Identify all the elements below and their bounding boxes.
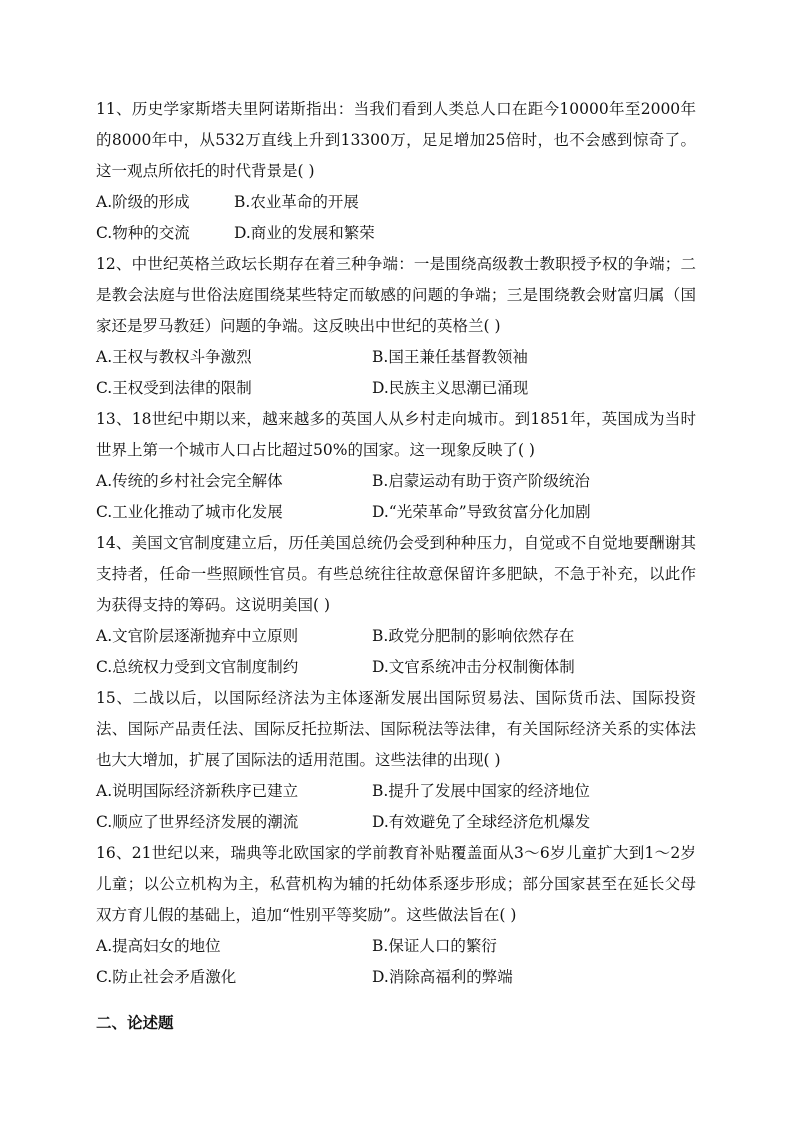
question-stem: 16、21世纪以来，瑞典等北欧国家的学前教育补贴覆盖面从3～6岁儿童扩大到1～2岁儿童；以公立机构为主，私营机构为辅的托幼体系逐步形成；部分国家甚至在延长父母双方育儿假的基础上，追加“性别平等奖励”。这些做法旨在( ) — [96, 844, 696, 924]
option-a: A.阶级的形成 — [96, 193, 190, 211]
option-d: D.民族主义思潮已涌现 — [372, 379, 529, 397]
question-12 — [96, 249, 696, 404]
option-b: B.政党分肥制的影响依然存在 — [372, 627, 575, 645]
option-b: B.农业革命的开展 — [234, 193, 359, 211]
question-16 — [96, 838, 696, 993]
option-b: B.国王兼任基督教领袖 — [372, 348, 528, 366]
question-stem: 15、二战以后，以国际经济法为主体逐渐发展出国际贸易法、国际货币法、国际投资法、国际产品责任法、国际反托拉斯法、国际税法等法律，有关国际经济关系的实体法也大大增加，扩展了国际法的适用范围。这些法律的出现( ) — [96, 689, 696, 769]
option-b: B.保证人口的繁衍 — [372, 937, 497, 955]
question-14 — [96, 528, 696, 683]
option-a: A.说明国际经济新秩序已建立 — [96, 782, 299, 800]
section-title: 二、论述题 — [96, 1013, 174, 1032]
option-list — [96, 466, 696, 528]
option-c: C.王权受到法律的限制 — [96, 379, 252, 397]
option-list — [96, 187, 696, 249]
question-15 — [96, 683, 696, 838]
option-b: B.提升了发展中国家的经济地位 — [372, 782, 590, 800]
option-a: A.传统的乡村社会完全解体 — [96, 472, 283, 490]
option-a: A.王权与教权斗争激烈 — [96, 348, 252, 366]
option-d: D.有效避免了全球经济危机爆发 — [372, 813, 591, 831]
question-13 — [96, 404, 696, 528]
option-c: C.顺应了世界经济发展的潮流 — [96, 813, 299, 831]
option-d: D.消除高福利的弊端 — [372, 968, 513, 986]
option-c: C.防止社会矛盾激化 — [96, 968, 237, 986]
option-a: A.提高妇女的地位 — [96, 937, 221, 955]
exam-page — [96, 94, 696, 1038]
option-b: B.启蒙运动有助于资产阶级统治 — [372, 472, 590, 490]
option-d: D.商业的发展和繁荣 — [234, 224, 375, 242]
option-d: D.文官系统冲击分权制衡体制 — [372, 658, 575, 676]
question-stem: 13、18世纪中期以来，越来越多的英国人从乡村走向城市。到1851年，英国成为当时世界上第一个城市人口占比超过50%的国家。这一现象反映了( ) — [96, 410, 696, 459]
option-c: C.总统权力受到文官制度制约 — [96, 658, 299, 676]
option-c: C.工业化推动了城市化发展 — [96, 503, 283, 521]
question-11 — [96, 94, 696, 249]
option-list — [96, 776, 696, 838]
option-d: D.“光荣革命”导致贫富分化加剧 — [372, 503, 591, 521]
option-list — [96, 931, 696, 993]
question-stem: 14、美国文官制度建立后，历任美国总统仍会受到种种压力，自觉或不自觉地要酬谢其支持者，任命一些照顾性官员。有些总统往往故意保留许多肥缺，不急于补充，以此作为获得支持的筹码。这说明美国( ) — [96, 534, 696, 614]
question-stem: 11、历史学家斯塔夫里阿诺斯指出：当我们看到人类总人口在距今10000年至2000年的8000年中，从532万直线上升到13300万，足足增加25倍时，也不会感到惊奇了。这一观点所依托的时代背景是( ) — [96, 100, 696, 180]
option-list — [96, 621, 696, 683]
option-list — [96, 342, 696, 404]
option-a: A.文官阶层逐渐抛弃中立原则 — [96, 627, 299, 645]
question-stem: 12、中世纪英格兰政坛长期存在着三种争端：一是围绕高级教士教职授予权的争端；二是教会法庭与世俗法庭围绕某些特定而敏感的问题的争端；三是围绕教会财富归属（国家还是罗马教廷）问题的争端。这反映出中世纪的英格兰( ) — [96, 255, 696, 335]
option-c: C.物种的交流 — [96, 224, 190, 242]
